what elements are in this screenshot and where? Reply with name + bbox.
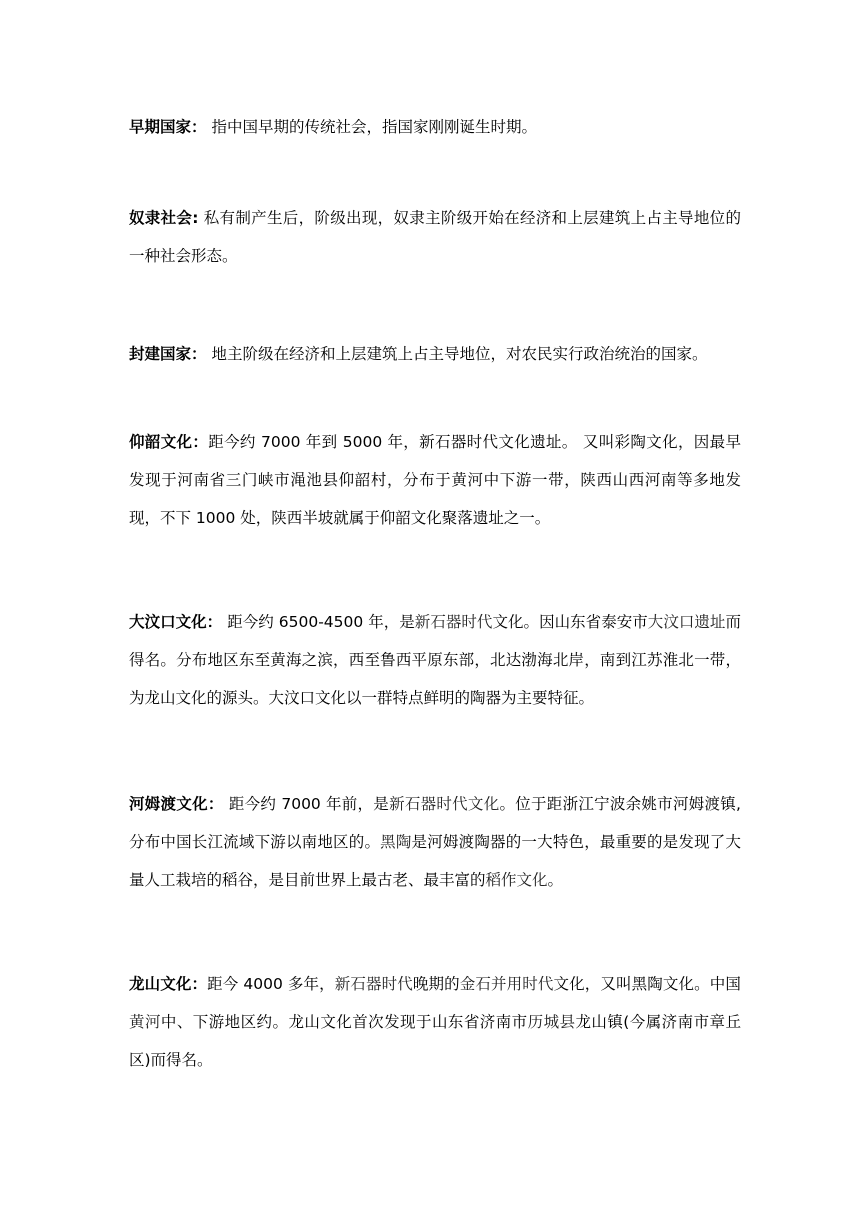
entry-term: 大汶口文化	[129, 613, 207, 631]
entry-text-segment: 距今约 7000 年前，是	[228, 795, 390, 813]
entry-term: 早期国家	[129, 118, 192, 136]
entry-text: 指中国早期的传统社会，指国家刚刚诞生时期。	[211, 118, 537, 136]
entry-term: 奴隶社会:	[129, 209, 199, 227]
entry-text-segment: 稻作文化	[485, 871, 548, 889]
entry-longshan-culture: 龙山文化：距今 4000 多年，新石器时代晚期的金石并用时代文化，又叫黑陶文化。中国黄河中、下游地区约。龙山文化首次发现于山东省济南市历城县龙山镇(今属济南市章丘区)而得名。	[129, 975, 741, 1069]
entry-text-segment: 文化，又叫黑陶文化。中国	[553, 975, 741, 993]
entry-yangshao-culture	[129, 423, 741, 537]
entry-text-segment: 中、下游地区约。龙山文化首次发现于山东省济南市	[160, 1013, 528, 1031]
entry-dawenkou-culture: 大汶口文化： 距今约 6500-4500 年，是新石器时代文化。因山东省泰安市大汶口遗址而得名。分布地区东至黄海之滨，西至鲁西平原东部，北达渤海北岸，南到江苏淮北一带，为龙山文化的源头。大汶口文化以一群特点鲜明的陶器为主要特征。	[129, 613, 741, 707]
entry-slave-society	[129, 199, 741, 275]
entry-text-segment: 距今 4000 多年，	[207, 975, 335, 993]
entry-text-segment: 金石并用时代	[459, 975, 554, 993]
entry-term: 龙山文化	[129, 975, 192, 993]
entry-text: 地主阶级在经济和上层建筑上占主导地位，对农民实行政治统治的国家。	[211, 345, 708, 363]
entry-text-segment: 龙山镇(今属济南市章丘区)而得名。	[129, 1013, 741, 1069]
entry-feudal-state: 封建国家： 地主阶级在经济和上层建筑上占主导地位，对农民实行政治统治的国家。	[129, 345, 708, 363]
entry-text-segment: 新石器时代文化	[389, 795, 500, 813]
entry-text-segment: 晚期的	[412, 975, 460, 993]
entry-text-segment: 。位于距浙江宁波余姚市河姆渡镇,分布中国长江流域下游以南地区的。	[129, 795, 741, 851]
entry-text-segment: 新石器时代	[334, 975, 413, 993]
entry-hemudu-culture: 河姆渡文化： 距今约 7000 年前，是新石器时代文化。位于距浙江宁波余姚市河姆渡镇,分布中国长江流域下游以南地区的。黑陶是河姆渡陶器的一大特色，最重要的是发现了大量人工栽培的稻谷，是目前世界上最古老、最丰富的稻作文化。	[129, 795, 741, 889]
entry-text-segment: 黄河	[129, 1013, 161, 1031]
entry-text-segment: 黑陶	[380, 833, 412, 851]
entry-text-segment: 。	[547, 871, 564, 889]
entry-early-state: 早期国家： 指中国早期的传统社会，指国家刚刚诞生时期。	[129, 118, 537, 136]
entry-text-segment: 距今约 6500-4500 年，是	[227, 613, 415, 631]
entry-text-segment: 大汶口遗址	[647, 613, 726, 631]
entry-term: 河姆渡文化	[129, 795, 208, 813]
entry-text-segment: 而得名。分布地区东至黄海之滨，西至鲁西平原东部，北达渤海北岸，南到江苏淮北一带，为龙山文化的源头。大汶口文化以一群特点鲜明的陶器为主要特征。	[129, 613, 741, 707]
entry-term: 仰韶文化：	[129, 433, 209, 451]
entry-text-segment: 文化。因山东省泰安市	[492, 613, 648, 631]
entry-term: 封建国家	[129, 345, 192, 363]
entry-text-segment: 是河姆渡陶器的一大特色，最重要的是发现了大量人工栽培的稻谷，是目前世界上最古老、最丰富的	[129, 833, 741, 889]
entry-text: 距今约 7000 年到 5000 年，新石器时代文化遗址。 又叫彩陶文化，因最早发现于河南省三门峡市渑池县仰韶村，分布于黄河中下游一带，陕西山西河南等多地发现，不下 1000 处，陕西半坡就属于仰韶文化聚落遗址之一。	[129, 433, 741, 527]
entry-text-segment: 新石器时代	[414, 613, 493, 631]
entry-text: 私有制产生后，阶级出现，奴隶主阶级开始在经济和上层建筑上占主导地位的一种社会形态。	[129, 209, 741, 265]
entry-text-segment: 历城县	[527, 1013, 576, 1031]
